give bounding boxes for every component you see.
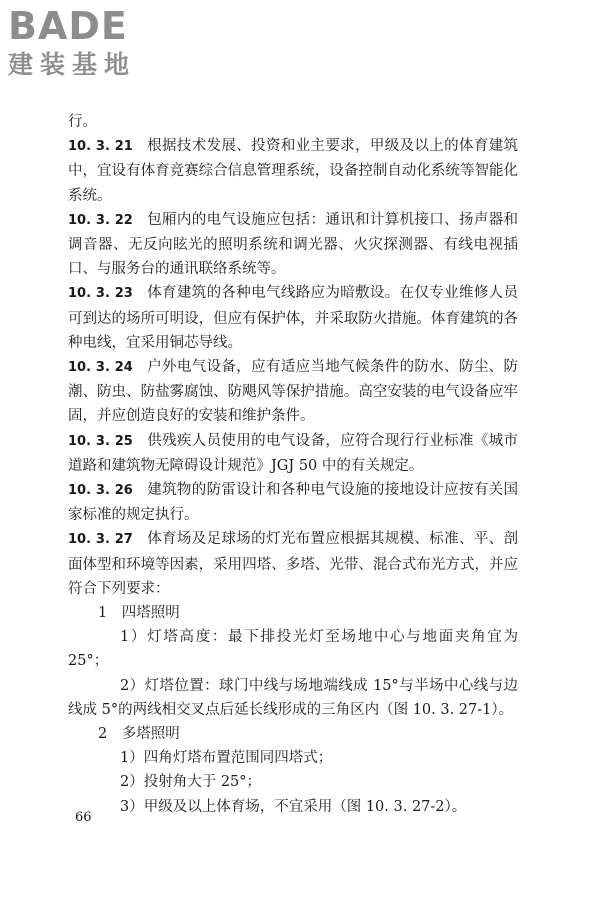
clause-number: 10. 3. 24 [68,360,133,376]
section-multi-tower-lighting: 2 多塔照明 [98,726,180,743]
clause-number: 10. 3. 25 [68,433,133,449]
clause-text: 户外电气设备，应有适应当地气候条件的防水、防尘、防潮、防虫、防盐雾腐蚀、防飓风等保护措施。高空安装的电气设备应牢固，并应创造良好的安装和维护条件。 [68,359,519,425]
clause-number: 10. 3. 26 [68,483,133,499]
clause-text: 包厢内的电气设施应包括：通讯和计算机接口、扬声器和调音器、无反向眩光的照明系统和调光器、火灾探测器、有线电视插口、与服务台的通讯联络系统等。 [68,211,519,278]
clause-10-3-27 [68,527,518,601]
logo [8,4,178,80]
clause-10-3-26 [68,478,518,527]
page-number: 66 [75,810,92,825]
continued-text: 行。 [68,114,97,130]
section-four-tower-lighting: 1 四塔照明 [98,605,180,622]
list-item: 3）甲级及以上体育场，不宜采用（图 10. 3. 27-2）。 [120,798,467,815]
clause-number: 10. 3. 21 [68,139,133,155]
clause-10-3-22 [68,208,518,282]
clause-10-3-25 [68,429,518,478]
clause-10-3-24 [68,355,518,429]
clause-number: 10. 3. 22 [68,212,133,228]
clause-number: 10. 3. 23 [68,286,133,302]
list-item: 2）灯塔位置：球门中线与场地端线成 15°与半场中心线与边线成 5°的两线相交叉点后延长线形成的三角区内（图 10. 3. 27-1）。 [68,677,518,718]
list-item: 2）投射角大于 25°； [120,774,262,791]
clause-text: 供残疾人员使用的电气设备，应符合现行行业标准《城市道路和建筑物无障碍设计规范》JGJ 50 中的有关规定。 [68,432,519,474]
list-item: 1）灯塔高度：最下排投光灯至场地中心与地面夹角宜为 25°； [68,629,518,670]
clause-text: 体育场及足球场的灯光布置应根据其规模、标准、平、剖面体型和环境等因素，采用四塔、多塔、光带、混合式布光方式，并应符合下列要求： [68,531,519,597]
clause-text: 体育建筑的各种电气线路应为暗敷设。在仅专业维修人员可到达的场所可明设，但应有保护体，并采取防火措施。体育建筑的各种电线，宜采用铜芯导线。 [68,285,519,351]
clause-text: 建筑物的防雷设计和各种电气设施的接地设计应按有关国家标准的规定执行。 [68,482,519,524]
clause-text: 根据技术发展、投资和业主要求，甲级及以上的体育建筑中，宜设有体育竞赛综合信息管理系统，设备控制自动化系统等智能化系统。 [68,138,519,204]
logo-subtitle: 建装基地 [8,50,137,79]
clause-10-3-23 [68,281,518,355]
clause-10-3-21 [68,134,518,208]
logo-brand: BADE [8,4,128,48]
page-body [68,110,518,819]
clause-number: 10. 3. 27 [68,532,133,548]
list-item: 1）四角灯塔布置范围同四塔式； [120,750,333,767]
